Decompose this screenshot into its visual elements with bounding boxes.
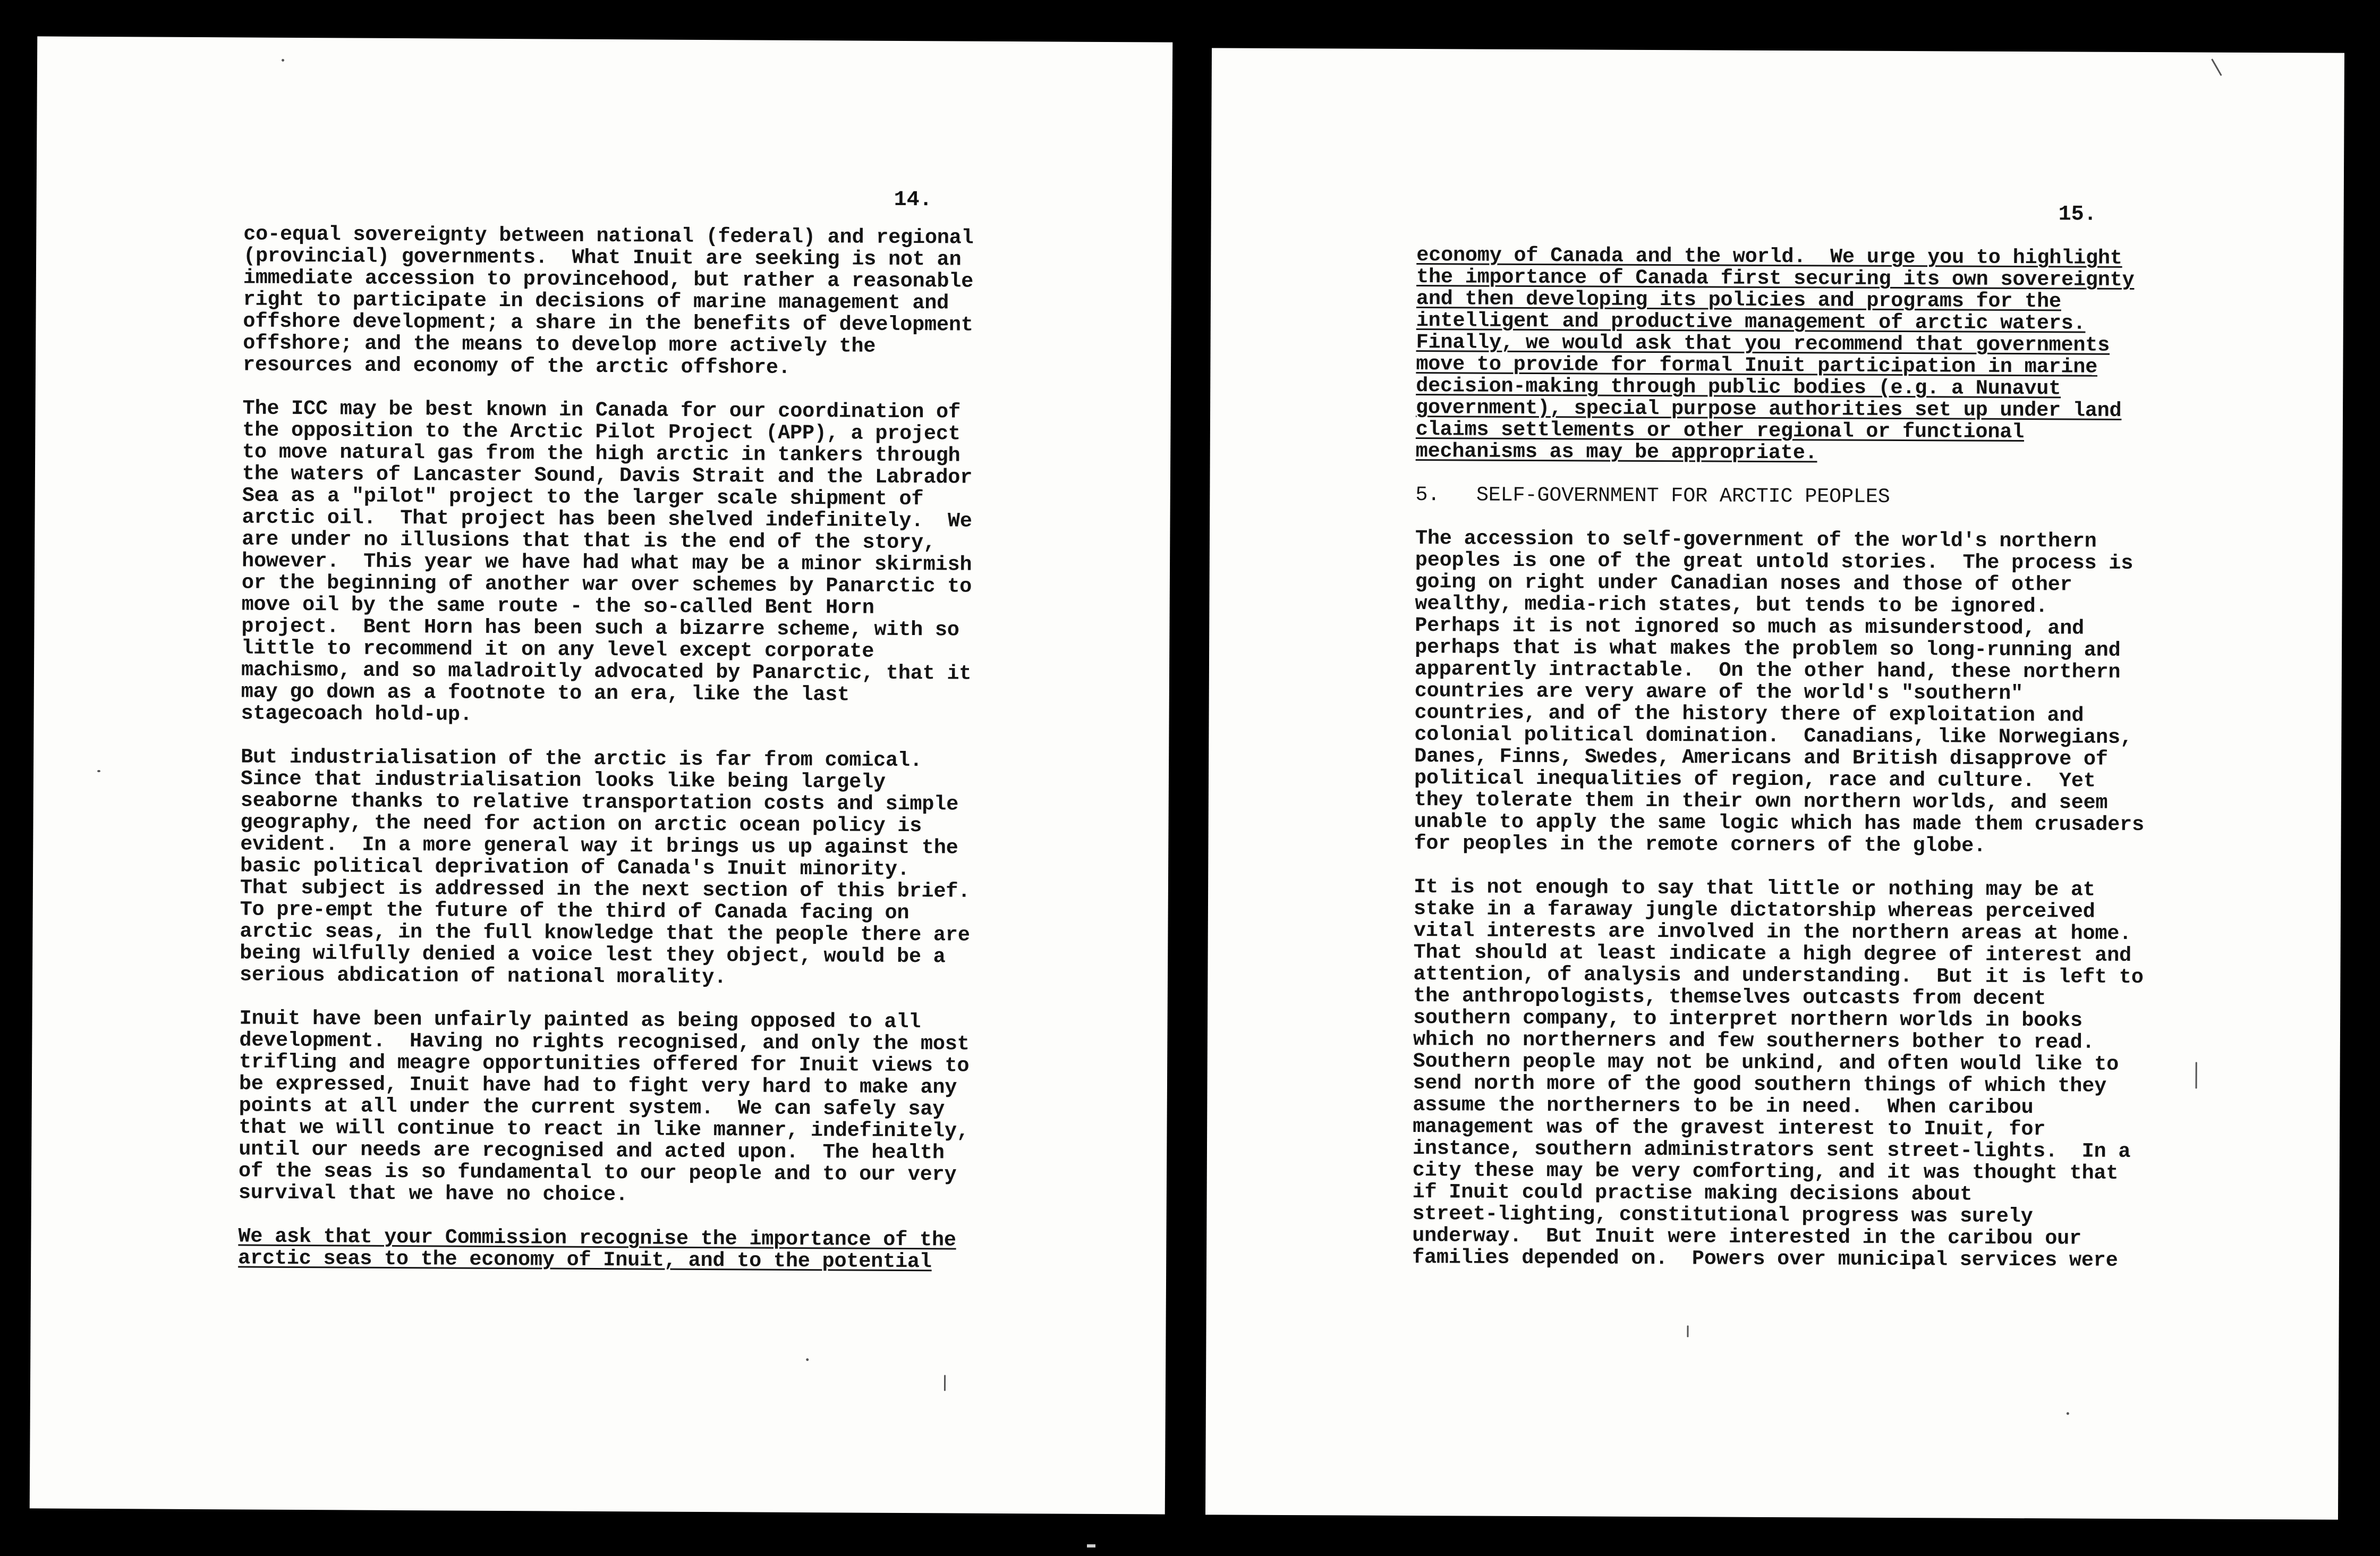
text-line: co-equal sovereignty between national (federal) and regional — [243, 222, 974, 250]
text-line: peoples is one of the great untold stories. The process is — [1415, 548, 2134, 575]
text-line: That subject is addressed in the next section of this brief. — [240, 876, 971, 903]
text-line: stake in a faraway jungle dictatorship whereas perceived — [1413, 897, 2095, 924]
text-line: until our needs are recognised and acted upon. The health — [239, 1137, 945, 1165]
text-line: Sea as a "pilot" project to the larger scale shipment of — [242, 484, 924, 511]
text-line: for peoples in the remote corners of the globe. — [1414, 832, 1986, 858]
text-line: Finally, we would ask that you recommend that governments — [1416, 331, 2110, 357]
text-line: are under no illusions that that is the end of the story, — [242, 527, 936, 555]
text-line: vital interests are involved in the northern areas at home. — [1413, 919, 2132, 945]
text-line: Perhaps it is not ignored so much as misunderstood, and — [1415, 614, 2085, 640]
text-line: underway. But Inuit were interested in the caribou our — [1412, 1224, 2082, 1250]
text-line: that we will continue to react in like manner, indefinitely, — [239, 1115, 969, 1143]
text-line: The ICC may be best known in Canada for our coordination of — [242, 396, 961, 424]
text-line: serious abdication of national morality. — [239, 963, 727, 990]
text-line: unable to apply the same logic which has made them crusaders — [1414, 810, 2145, 837]
section-heading — [1415, 484, 2145, 509]
text-line: instance, southern administrators sent street-lights. In a — [1412, 1137, 2131, 1163]
text-line: move oil by the same route - the so-called Bent Horn — [241, 593, 874, 620]
text-line: economy of Canada and the world. We urge you to highlight — [1416, 243, 2122, 270]
page-body — [238, 223, 974, 1295]
text-line: resources and economy of the arctic offshore. — [242, 353, 790, 379]
text-line: survival that we have no choice. — [238, 1181, 628, 1207]
text-line: project. Bent Horn has been such a bizarre scheme, with so — [241, 614, 959, 642]
paragraph — [239, 1008, 970, 1207]
text-line: offshore; and the means to develop more actively the — [243, 331, 876, 358]
text-line: going on right under Canadian noses and those of other — [1415, 570, 2072, 597]
text-line: right to participate in decisions of marine management and — [243, 287, 949, 315]
text-line: intelligent and productive management of arctic waters. — [1416, 309, 2086, 335]
text-line: the opposition to the Arctic Pilot Project (APP), a project — [242, 418, 960, 446]
text-line: mechanisms as may be appropriate. — [1415, 439, 1817, 465]
text-line: countries are very aware of the world's "southern" — [1414, 679, 2024, 706]
text-line: But industrialisation of the arctic is far from comical. — [241, 745, 922, 773]
text-line: southern company, to interpret northern worlds in books — [1413, 1006, 2082, 1033]
text-line: seaborne thanks to relative transportation costs and simple — [240, 789, 959, 816]
text-line: We ask that your Commission recognise the importance of the — [238, 1224, 956, 1252]
text-line: city these may be very comforting, and it was thought that — [1412, 1158, 2119, 1185]
text-line: little to recommend it on any level except corporate — [241, 636, 874, 663]
text-line: trifling and meagre opportunities offered for Inuit views to — [239, 1050, 970, 1078]
text-line: the importance of Canada first securing its own sovereignty — [1416, 265, 2135, 292]
page-number: 15. — [2058, 202, 2097, 227]
text-line: the anthropologists, themselves outcasts from decent — [1413, 984, 2046, 1011]
text-line: stagecoach hold-up. — [241, 701, 472, 726]
text-line: development. Having no rights recognised, and only the most — [239, 1028, 970, 1056]
document-page-15 — [1205, 48, 2344, 1519]
text-line: send north more of the good southern things of which they — [1413, 1071, 2107, 1098]
underlined-paragraph — [238, 1225, 968, 1273]
text-line: machismo, and so maladroitly advocated by Panarctic, that it — [241, 658, 972, 686]
paragraph — [1414, 528, 2145, 858]
text-line: perhaps that is what makes the problem so long-running and — [1415, 636, 2121, 662]
text-line: That should at least indicate a high degree of interest and — [1413, 941, 2132, 967]
text-line: move to provide for formal Inuit participation in marine — [1416, 352, 2098, 379]
text-line: however. This year we have had what may be a minor skirmish — [241, 549, 972, 577]
text-line: geography, the need for action on arctic ocean policy is — [240, 810, 922, 838]
document-page-14 — [30, 36, 1172, 1514]
paragraph — [243, 223, 974, 379]
text-line: colonial political domination. Canadians, like Norwegians, — [1414, 723, 2132, 749]
text-line: It is not enough to say that little or nothing may be at — [1414, 875, 2095, 902]
text-line: the waters of Lancaster Sound, Davis Strait and the Labrador — [242, 462, 973, 489]
text-line: they tolerate them in their own northern worlds, and seem — [1414, 788, 2108, 815]
text-line: basic political deprivation of Canada's Inuit minority. — [240, 854, 910, 882]
text-line: wealthy, media-rich states, but tends to be ignored. — [1415, 592, 2048, 619]
text-line: points at all under the current system. We can safely say — [239, 1094, 945, 1121]
page-body — [1412, 244, 2147, 1293]
text-line: street-lighting, constitutional progress was surely — [1412, 1202, 2033, 1229]
text-line: offshore development; a share in the benefits of development — [243, 309, 973, 337]
text-line: decision-making through public bodies (e.g. a Nunavut — [1416, 374, 2061, 401]
text-line: immediate accession to provincehood, but rather a reasonable — [243, 266, 974, 293]
text-line: evident. In a more general way it brings us up against the — [240, 832, 958, 860]
text-line: if Inuit could practise making decisions about — [1412, 1180, 1973, 1206]
text-line: Inuit have been unfairly painted as being opposed to all — [239, 1007, 921, 1034]
text-line: To pre-empt the future of the third of Canada facing on — [240, 898, 910, 925]
text-line: political inequalities of region, race and culture. Yet — [1414, 766, 2096, 793]
text-line: claims settlements or other regional or functional — [1415, 418, 2025, 444]
text-line: and then developing its policies and programs for the — [1416, 287, 2061, 314]
page-number: 14. — [894, 188, 932, 213]
text-line: may go down as a footnote to an era, like the last — [241, 680, 850, 707]
text-line: apparently intractable. On the other hand, these northern — [1414, 657, 2121, 684]
text-line: families depended on. Powers over municipal services were — [1412, 1246, 2118, 1272]
text-line: arctic seas, in the full knowledge that the people there are — [240, 919, 970, 947]
underlined-paragraph — [1416, 244, 2147, 466]
paragraph — [1412, 876, 2144, 1272]
text-line: (provincial) governments. What Inuit are seeking is not an — [243, 244, 962, 272]
paragraph — [240, 746, 971, 990]
text-line: 5. SELF-GOVERNMENT FOR ARCTIC PEOPLES — [1415, 483, 1890, 509]
text-line: be expressed, Inuit have had to fight very hard to make any — [239, 1072, 957, 1100]
text-line: management was of the gravest interest to Inuit, for — [1413, 1115, 2046, 1141]
text-line: of the seas is so fundamental to our people and to our very — [238, 1159, 957, 1187]
text-line: Since that industrialisation looks like being largely — [240, 767, 886, 794]
scan-mark — [1087, 1544, 1095, 1547]
text-line: Southern people may not be unkind, and often would like to — [1413, 1050, 2119, 1076]
text-line: which no northerners and few southerners bother to read. — [1413, 1028, 2095, 1054]
text-line: assume the northerners to be in need. When caribou — [1413, 1093, 2034, 1120]
text-line: to move natural gas from the high arctic in tankers through — [242, 440, 960, 468]
text-line: countries, and of the history there of exploitation and — [1414, 701, 2084, 728]
paragraph — [241, 398, 972, 728]
text-line: or the beginning of another war over schemes by Panarctic to — [241, 571, 972, 598]
text-line: being wilfully denied a voice lest they object, would be a — [240, 941, 946, 969]
text-line: government), special purpose authorities set up under land — [1415, 396, 2122, 422]
text-line: attention, of analysis and understanding. But it is left to — [1413, 962, 2144, 990]
text-line: arctic oil. That project has been shelved indefinitely. We — [242, 505, 972, 533]
text-line: The accession to self-government of the world's northern — [1415, 527, 2097, 553]
text-line: Danes, Finns, Swedes, Americans and British disapprove of — [1414, 745, 2108, 771]
text-line: arctic seas to the economy of Inuit, and to the potential — [238, 1246, 932, 1274]
